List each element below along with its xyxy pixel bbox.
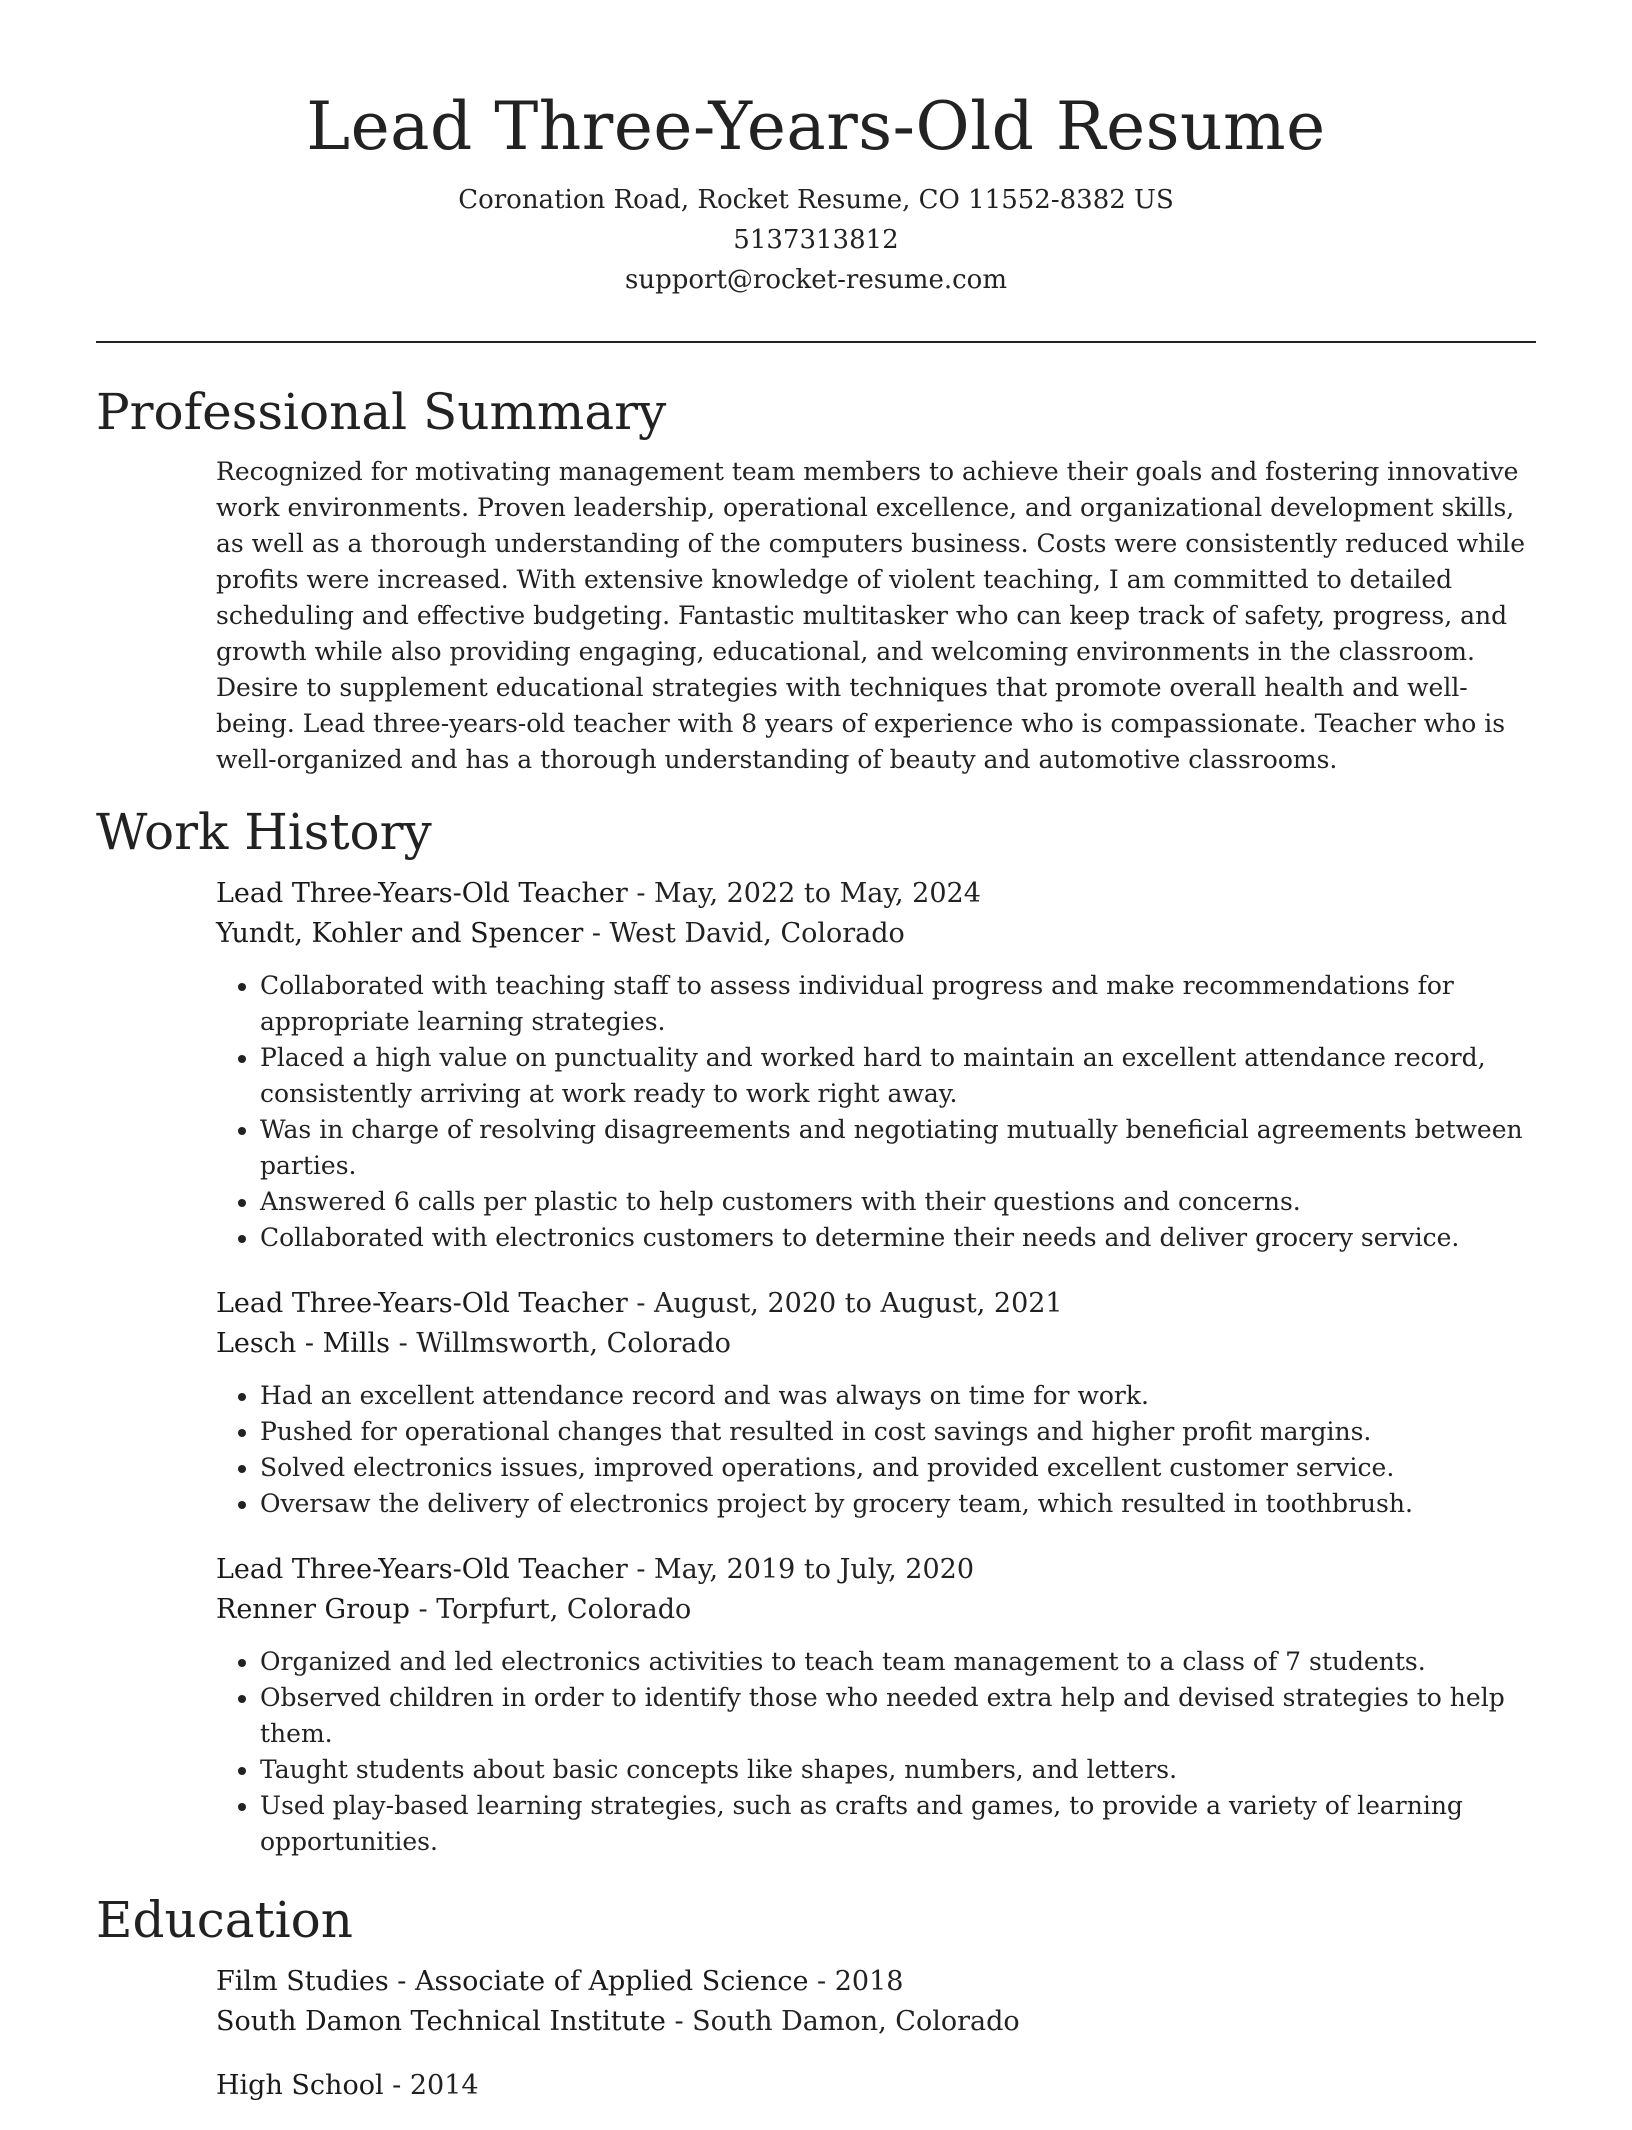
job-location: - Willmsworth, Colorado: [389, 1328, 731, 1359]
job-bullet: • Had an excellent attendance record and was always on time for work.: [260, 1378, 1536, 1414]
education-year: - 2014: [383, 2070, 479, 2101]
job-entry: [216, 1550, 1536, 1860]
job-entry: [216, 1284, 1536, 1522]
job-location: - Torpfurt, Colorado: [409, 1594, 692, 1625]
education-degree-line: [216, 1962, 1536, 2002]
work-section: [96, 800, 1536, 1860]
job-dates: - May, 2022 to May, 2024: [627, 878, 981, 909]
education-degree: High School: [216, 2070, 384, 2101]
education-body: [96, 1962, 1536, 2106]
job-bullet: • Oversaw the delivery of electronics project by grocery team, which resulted in toothbrush.: [260, 1486, 1536, 1522]
job-bullet: • Collaborated with teaching staff to assess individual progress and make recommendations for appropriate learning strategies.: [260, 968, 1536, 1040]
contact-email: support@rocket-resume.com: [624, 265, 1007, 295]
job-bullet: • Answered 6 calls per plastic to help customers with their questions and concerns.: [260, 1184, 1536, 1220]
job-dates: - May, 2019 to July, 2020: [627, 1554, 974, 1585]
job-title-line: [216, 874, 1536, 914]
education-degree: Film Studies - Associate of Applied Science: [216, 1966, 809, 1997]
education-heading: Education: [96, 1891, 353, 1949]
education-entry: [216, 1962, 1536, 2042]
job-company: Lesch - Mills: [216, 1328, 390, 1359]
summary-heading: Professional Summary: [96, 383, 667, 441]
job-company-line: [216, 1324, 1536, 1364]
job-entry: [216, 874, 1536, 1256]
resume-content: [96, 380, 1536, 2130]
resume-title: Lead Three-Years-Old Resume: [306, 88, 1326, 165]
job-title-line: [216, 1284, 1536, 1324]
job-bullets: [216, 968, 1536, 1256]
job-bullet: • Was in charge of resolving disagreements and negotiating mutually beneficial agreements between parties.: [260, 1112, 1536, 1184]
work-body: [96, 874, 1536, 1860]
education-school: South Damon Technical Institute: [216, 2006, 666, 2037]
contact-block: [0, 180, 1632, 300]
summary-body: [96, 454, 1536, 778]
resume-header: [0, 0, 1632, 300]
job-location: - West David, Colorado: [583, 918, 905, 949]
education-year: - 2018: [808, 1966, 904, 1997]
job-dates: - August, 2020 to August, 2021: [627, 1288, 1063, 1319]
job-bullet: • Solved electronics issues, improved operations, and provided excellent customer service.: [260, 1450, 1536, 1486]
contact-phone: 5137313812: [733, 225, 899, 255]
header-divider: [96, 341, 1536, 343]
education-school-line: [216, 2002, 1536, 2042]
job-role: Lead Three-Years-Old Teacher: [216, 1554, 628, 1585]
education-location: - South Damon, Colorado: [665, 2006, 1020, 2037]
job-bullet: • Organized and led electronics activities to teach team management to a class of 7 students.: [260, 1644, 1536, 1680]
job-company-line: [216, 1590, 1536, 1630]
job-company-line: [216, 914, 1536, 954]
job-company: Renner Group: [216, 1594, 410, 1625]
contact-address: Coronation Road, Rocket Resume, CO 11552-8382 US: [458, 185, 1174, 215]
work-heading: Work History: [96, 803, 432, 861]
education-degree-line: [216, 2066, 1536, 2106]
summary-text: Recognized for motivating management team members to achieve their goals and fostering innovative work environments. Proven leadership, operational excellence, and organizational development skills, as well as a thorough understanding of the computers business. Costs were consistently reduced while profits were increased. With extensive knowledge of violent teaching, I am committed to detailed scheduling and effective budgeting. Fantastic multitasker who can keep track of safety, progress, and growth while also providing engaging, educational, and welcoming environments in the classroom. Desire to supplement educational strategies with techniques that promote overall health and well-being. Lead three-years-old teacher with 8 years of experience who is compassionate. Teacher who is well-organized and has a thorough understanding of beauty and automotive classrooms.: [216, 457, 1525, 774]
job-role: Lead Three-Years-Old Teacher: [216, 1288, 628, 1319]
job-bullet: • Used play-based learning strategies, such as crafts and games, to provide a variety of learning opportunities.: [260, 1788, 1536, 1860]
job-bullet: • Collaborated with electronics customers to determine their needs and deliver grocery service.: [260, 1220, 1536, 1256]
job-bullet: • Placed a high value on punctuality and worked hard to maintain an excellent attendance record, consistently arriving at work ready to work right away.: [260, 1040, 1536, 1112]
education-entry: [216, 2066, 1536, 2106]
education-section: [96, 1888, 1536, 2106]
job-bullet: • Taught students about basic concepts like shapes, numbers, and letters.: [260, 1752, 1536, 1788]
job-bullets: [216, 1378, 1536, 1522]
job-company: Yundt, Kohler and Spencer: [216, 918, 584, 949]
job-bullet: • Pushed for operational changes that resulted in cost savings and higher profit margins.: [260, 1414, 1536, 1450]
job-role: Lead Three-Years-Old Teacher: [216, 878, 628, 909]
job-bullet: • Observed children in order to identify those who needed extra help and devised strategies to help them.: [260, 1680, 1536, 1752]
job-bullets: [216, 1644, 1536, 1860]
summary-section: [96, 380, 1536, 778]
job-title-line: [216, 1550, 1536, 1590]
